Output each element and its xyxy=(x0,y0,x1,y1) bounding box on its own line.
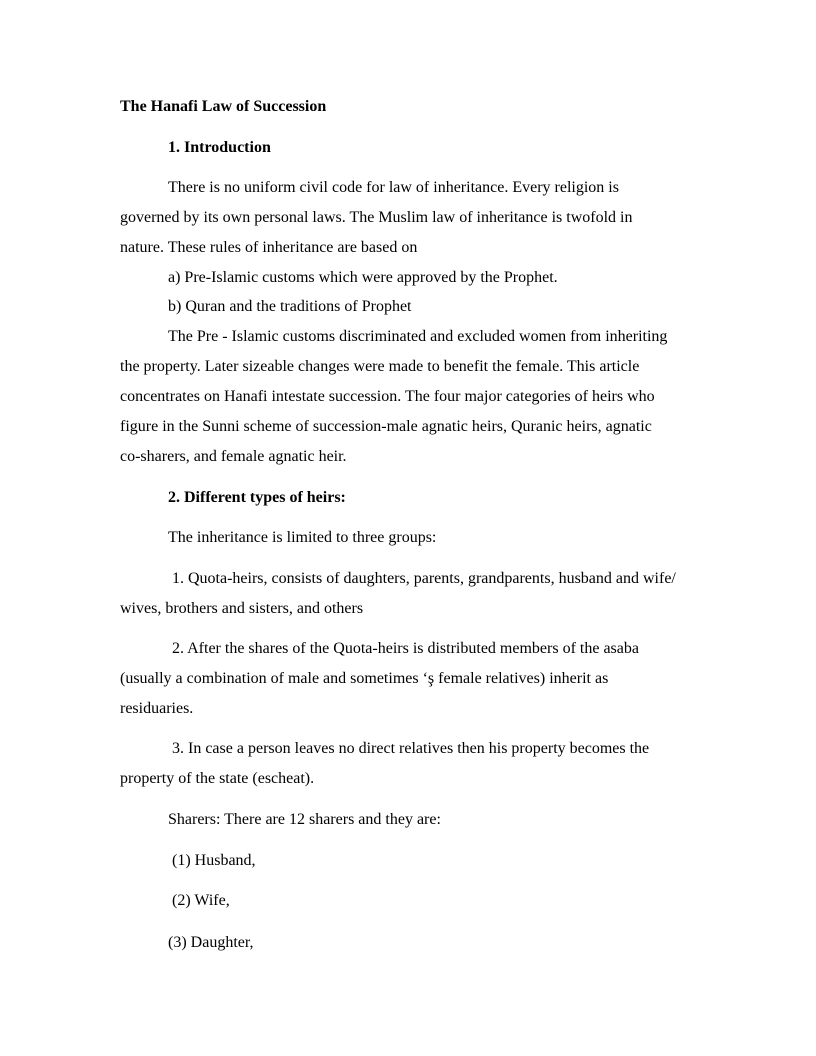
paragraph-line: concentrates on Hanafi intestate succession. The four major categories of heirs who xyxy=(120,388,655,405)
document-title: The Hanafi Law of Succession xyxy=(120,98,327,115)
paragraph-line: There is no uniform civil code for law of inheritance. Every religion is xyxy=(168,179,619,196)
paragraph-line: Sharers: There are 12 sharers and they are: xyxy=(168,811,441,828)
sharer-item: (3) Daughter, xyxy=(168,934,254,951)
list-item: residuaries. xyxy=(120,700,194,717)
list-item: b) Quran and the traditions of Prophet xyxy=(168,298,412,315)
paragraph-line: governed by its own personal laws. The Muslim law of inheritance is twofold in xyxy=(120,209,633,226)
section-heading-heirs: 2. Different types of heirs: xyxy=(168,489,346,506)
section-heading-introduction: 1. Introduction xyxy=(168,139,271,156)
list-item: 2. After the shares of the Quota-heirs is distributed members of the asaba xyxy=(172,640,639,657)
paragraph-line: figure in the Sunni scheme of succession-male agnatic heirs, Quranic heirs, agnatic xyxy=(120,418,652,435)
list-item: wives, brothers and sisters, and others xyxy=(120,600,364,617)
sharer-item: (2) Wife, xyxy=(172,892,230,909)
paragraph-line: nature. These rules of inheritance are based on xyxy=(120,239,418,256)
list-item: 1. Quota-heirs, consists of daughters, parents, grandparents, husband and wife/ xyxy=(172,570,676,587)
paragraph-line: The inheritance is limited to three groups: xyxy=(168,529,437,546)
sharer-item: (1) Husband, xyxy=(172,852,256,869)
list-item: (usually a combination of male and sometimes ‘ş female relatives) inherit as xyxy=(120,670,609,687)
list-item: property of the state (escheat). xyxy=(120,770,315,787)
paragraph-line: The Pre - Islamic customs discriminated and excluded women from inheriting xyxy=(168,328,668,345)
list-item: 3. In case a person leaves no direct relatives then his property becomes the xyxy=(172,740,650,757)
paragraph-line: co-sharers, and female agnatic heir. xyxy=(120,448,347,465)
paragraph-line: the property. Later sizeable changes were made to benefit the female. This article xyxy=(120,358,640,375)
list-item: a) Pre-Islamic customs which were approved by the Prophet. xyxy=(168,269,558,286)
